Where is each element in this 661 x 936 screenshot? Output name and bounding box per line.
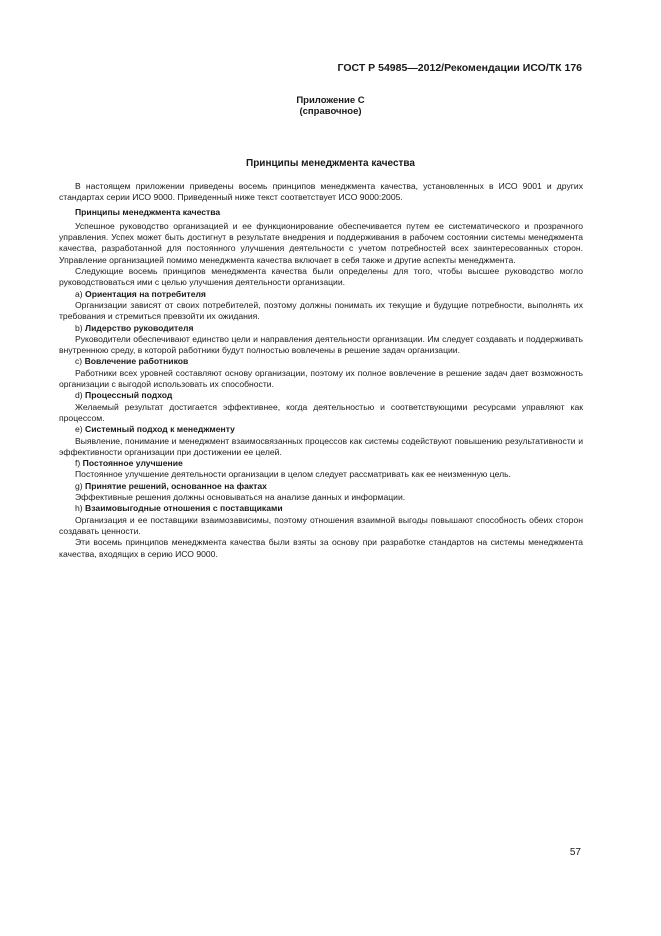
principle-a-heading: [59, 289, 583, 300]
annex-subtitle: (справочное): [299, 106, 362, 117]
principle-title: Системный подход к менеджменту: [85, 424, 235, 435]
principle-title: Принятие решений, основанное на фактах: [85, 480, 267, 491]
principle-d-text: Желаемый результат достигается эффективнее, когда деятельностью и соответствующими ресурсами управляют как процессом.: [59, 401, 583, 423]
principle-c-text: Работники всех уровней составляют основу организации, поэтому их полное вовлечение в решение задач дает возможность организации с выгодой использовать их способности.: [59, 367, 583, 390]
intro-paragraph: В настоящем приложении приведены восемь принципов менеджмента качества, установленных в ИСО 9001 и других стандартах серии ИСО 9000. Приведенный ниже текст соответствует ИСО 9000:2005.: [59, 181, 583, 203]
principle-d-heading: [59, 390, 583, 401]
principle-e-text: Выявление, понимание и менеджмент взаимосвязанных процессов как системы содействуют повышению результативности и эффективности организации при достижении ее целей.: [59, 435, 583, 457]
principle-title: Вовлечение работников: [84, 356, 189, 367]
principle-b-heading: [59, 323, 583, 334]
principle-f-text: Постоянное улучшение деятельности организации в целом следует рассматривать как ее неизменную цель.: [75, 469, 511, 480]
page-number: 57: [569, 847, 581, 858]
principle-a-text: Организации зависят от своих потребителей, поэтому должны понимать их текущие и будущие потребности, выполнять их требования и стремиться превзойти их ожидания.: [59, 299, 583, 322]
principle-title: Взаимовыгодные отношения с поставщиками: [85, 503, 283, 514]
document-body: [59, 181, 583, 560]
document-header: ГОСТ Р 54985—2012/Рекомендации ИСО/ТК 176: [337, 62, 582, 74]
annex-heading: [0, 95, 661, 117]
closing-paragraph: Эти восемь принципов менеджмента качества были взяты за основу при разработке стандартов на системы менеджмента качества, входящих в серию ИСО 9000.: [59, 537, 583, 559]
paragraph-1: Успешное руководство организацией и ее функционирование обеспечивается путем ее систематического и прозрачного управления. Успех может быть достигнут в результате внедрения и поддерживания в рабочем состоянии системы менеджмента качества, разработанной для постоянного улучшения деятельности с учетом потребностей всех заинтересованных сторон. Управление организацией помимо менеджмента качества включает в себя также и другие аспекты менеджмента.: [59, 220, 583, 265]
principle-title: Процессный подход: [85, 390, 173, 401]
principle-title: Ориентация на потребителя: [85, 288, 206, 299]
principle-title: Лидерство руководителя: [85, 322, 194, 333]
principle-c-heading: [59, 356, 583, 367]
principle-letter: e): [75, 424, 83, 435]
principle-letter: b): [75, 322, 83, 333]
principle-b-text: Руководители обеспечивают единство цели и направления деятельности организации. Им следует создавать и поддерживать внутреннюю среду, в которой работники будут полностью вовлечены в решение задач организации.: [59, 333, 583, 356]
principle-h-text: Организация и ее поставщики взаимозависимы, поэтому отношения взаимной выгоды повышают способность обеих сторон создавать ценности.: [59, 514, 583, 536]
principle-title: Постоянное улучшение: [82, 458, 183, 469]
principle-letter: h): [75, 503, 83, 514]
principle-h-heading: [59, 503, 583, 514]
annex-title: Приложение С: [296, 95, 365, 106]
principle-letter: d): [75, 390, 83, 401]
section-title: Принципы менеджмента качества: [246, 158, 415, 169]
principle-letter: c): [75, 356, 83, 367]
principle-letter: a): [75, 288, 83, 299]
principle-letter: g): [75, 480, 83, 491]
principle-f-heading: [59, 458, 583, 469]
principle-g-heading: [59, 481, 583, 492]
paragraph-2: Следующие восемь принципов менеджмента качества были определены для того, чтобы высшее руководство могло руководствоваться ими с целью улучшения деятельности организации.: [59, 266, 583, 288]
principle-g-text: Эффективные решения должны основываться на анализе данных и информации.: [75, 492, 406, 503]
principle-letter: f): [75, 458, 81, 469]
principle-e-heading: [59, 424, 583, 435]
principles-heading: Принципы менеджмента качества: [75, 206, 221, 217]
